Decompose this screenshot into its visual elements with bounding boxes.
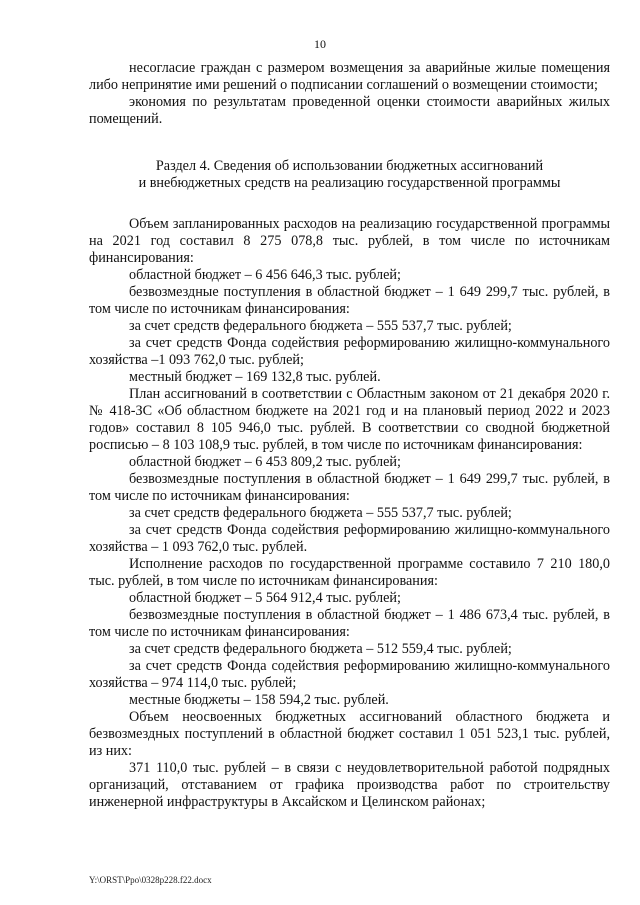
paragraph: за счет средств Фонда содействия реформированию жилищно-коммунального хозяйства –1 093 762,0 тыс. рублей; [89, 335, 610, 368]
paragraph: за счет средств федерального бюджета – 555 537,7 тыс. рублей; [129, 318, 512, 334]
paragraph: Объем запланированных расходов на реализацию государственной программы на 2021 год составил 8 275 078,8 тыс. рублей, в том числе по источникам финансирования: [89, 216, 610, 266]
paragraph: областной бюджет – 6 456 646,3 тыс. рублей; [129, 267, 401, 283]
section-heading [89, 158, 610, 192]
section-heading-line: и внебюджетных средств на реализацию государственной программы [138, 175, 561, 191]
paragraph: областной бюджет – 5 564 912,4 тыс. рублей; [129, 590, 401, 606]
paragraph: за счет средств Фонда содействия реформированию жилищно-коммунального хозяйства – 1 093 762,0 тыс. рублей. [89, 522, 610, 555]
paragraph: местный бюджет – 169 132,8 тыс. рублей. [129, 369, 381, 385]
section-heading-line: Раздел 4. Сведения об использовании бюджетных ассигнований [155, 158, 544, 174]
paragraph: местные бюджеты – 158 594,2 тыс. рублей. [129, 692, 389, 708]
paragraph: безвозмездные поступления в областной бюджет – 1 649 299,7 тыс. рублей, в том числе по источникам финансирования: [89, 471, 610, 504]
paragraph: за счет средств федерального бюджета – 555 537,7 тыс. рублей; [129, 505, 512, 521]
page-number: 10 [314, 37, 326, 51]
paragraph: за счет средств Фонда содействия реформированию жилищно-коммунального хозяйства – 974 114,0 тыс. рублей; [89, 658, 610, 691]
paragraph: безвозмездные поступления в областной бюджет – 1 486 673,4 тыс. рублей, в том числе по источникам финансирования: [89, 607, 610, 640]
paragraph: экономия по результатам проведенной оценки стоимости аварийных жилых помещений. [89, 94, 610, 127]
paragraph: План ассигнований в соответствии с Областным законом от 21 декабря 2020 г. № 418-ЗС «Об областном бюджете на 2021 год и на плановый период 2022 и 2023 годов» составил 8 105 946,0 тыс. рублей. В соответствии со сводной бюджетной росписью – 8 103 108,9 тыс. рублей, в том числе по источникам финансирования: [89, 386, 610, 453]
paragraph: безвозмездные поступления в областной бюджет – 1 649 299,7 тыс. рублей, в том числе по источникам финансирования: [89, 284, 610, 317]
paragraph: за счет средств федерального бюджета – 512 559,4 тыс. рублей; [129, 641, 512, 657]
footer-file-path: Y:\ORST\Ppo\0328p228.f22.docx [89, 875, 212, 885]
paragraph: несогласие граждан с размером возмещения за аварийные жилые помещения либо непринятие ими решений о подписании соглашений о возмещении стоимости; [89, 60, 610, 93]
document-body [89, 60, 610, 811]
paragraph: Объем неосвоенных бюджетных ассигнований областного бюджета и безвозмездных поступлений в областной бюджет составил 1 051 523,1 тыс. рублей, из них: [89, 709, 610, 759]
paragraph: Исполнение расходов по государственной программе составило 7 210 180,0 тыс. рублей, в том числе по источникам финансирования: [89, 556, 610, 589]
paragraph: областной бюджет – 6 453 809,2 тыс. рублей; [129, 454, 401, 470]
paragraph: 371 110,0 тыс. рублей – в связи с неудовлетворительной работой подрядных организаций, отставанием от графика производства работ по строительству инженерной инфраструктуры в Аксайском и Целинском районах; [89, 760, 610, 810]
